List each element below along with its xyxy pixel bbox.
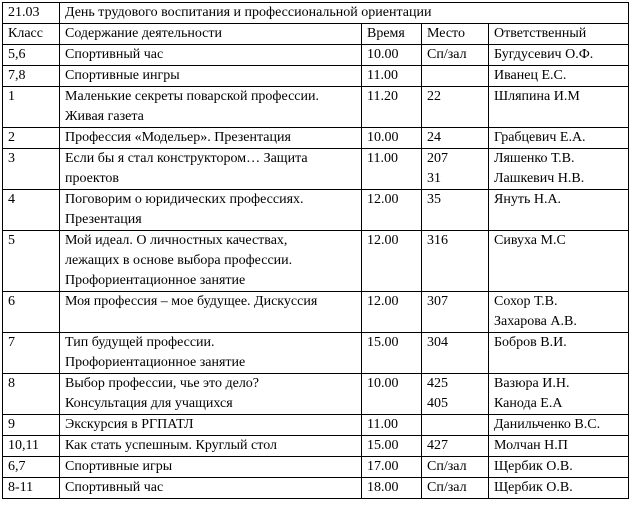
activity-cell [60, 128, 362, 149]
page-title: День трудового воспитания и профессиональной ориентации [60, 3, 629, 24]
class-cell: 7,8 [3, 66, 60, 87]
time-cell: 17.00 [362, 457, 422, 478]
responsible-cell-line: Грабцевич Е.А. [494, 130, 586, 145]
table-row [3, 292, 629, 333]
date-cell: 21.03 [3, 3, 60, 24]
activity-cell [60, 374, 362, 415]
activity-cell-line: Моя профессия – мое будущее. Дискуссия [65, 294, 318, 309]
column-header-class: Класс [3, 24, 60, 45]
table-row [3, 66, 629, 87]
place-cell-line: Сп/зал [427, 480, 467, 495]
place-cell [422, 128, 489, 149]
responsible-cell-line: Ляшенко Т.В. [494, 151, 575, 166]
place-cell-line: Сп/зал [427, 459, 467, 474]
responsible-cell [489, 292, 629, 333]
activity-cell-line: Профессия «Модельер». Презентация [65, 130, 291, 145]
time-cell: 10.00 [362, 128, 422, 149]
class-cell: 8 [3, 374, 60, 415]
class-cell: 7 [3, 333, 60, 374]
time-cell: 10.00 [362, 374, 422, 415]
activity-cell-line: Презентация [65, 212, 142, 227]
activity-cell-line: Мой идеал. О личностных качествах, [65, 233, 288, 248]
responsible-cell [489, 415, 629, 436]
class-cell: 5 [3, 231, 60, 292]
place-cell-line: 31 [427, 171, 441, 186]
responsible-cell [489, 231, 629, 292]
activity-cell-line: Спортивные ингры [65, 68, 180, 83]
responsible-cell [489, 374, 629, 415]
place-cell [422, 457, 489, 478]
responsible-cell-line: Иванец Е.С. [494, 68, 567, 83]
table-row [3, 128, 629, 149]
time-cell: 18.00 [362, 478, 422, 499]
activity-cell [60, 149, 362, 190]
responsible-cell [489, 66, 629, 87]
place-cell-line: 22 [427, 89, 441, 104]
responsible-cell-line: Вазюра И.Н. [494, 376, 570, 391]
activity-cell-line: Выбор профессии, чье это дело? [65, 376, 260, 391]
table-row [3, 231, 629, 292]
responsible-cell-line: Лашкевич Н.В. [494, 171, 585, 186]
activity-cell-line: Консультация для учащихся [65, 396, 233, 411]
activity-cell-line: Спортивный час [65, 480, 164, 495]
responsible-cell-line: Шляпина И.М [494, 89, 580, 104]
class-cell: 3 [3, 149, 60, 190]
class-cell: 8-11 [3, 478, 60, 499]
table-row [3, 333, 629, 374]
activity-cell [60, 333, 362, 374]
place-cell [422, 478, 489, 499]
responsible-cell-line: Бобров В.И. [494, 335, 567, 350]
title-row [3, 3, 629, 24]
table-row [3, 436, 629, 457]
table-row [3, 190, 629, 231]
responsible-cell-line: Захарова А.В. [494, 314, 577, 329]
time-cell: 11.00 [362, 66, 422, 87]
activity-cell-line: Профориентационное занятие [65, 273, 246, 288]
activity-cell-line: Профориентационное занятие [65, 355, 246, 370]
responsible-cell [489, 333, 629, 374]
activity-cell [60, 66, 362, 87]
responsible-cell [489, 87, 629, 128]
responsible-cell [489, 478, 629, 499]
responsible-cell [489, 436, 629, 457]
time-cell: 12.00 [362, 231, 422, 292]
activity-cell [60, 292, 362, 333]
column-header-responsible: Ответственный [489, 24, 629, 45]
activity-cell-line: Если бы я стал конструктором… Защита [65, 151, 308, 166]
activity-cell [60, 415, 362, 436]
responsible-cell [489, 149, 629, 190]
place-cell [422, 436, 489, 457]
time-cell: 15.00 [362, 333, 422, 374]
table-row [3, 415, 629, 436]
place-cell [422, 87, 489, 128]
place-cell [422, 374, 489, 415]
place-cell-line: 307 [427, 294, 448, 309]
place-cell [422, 231, 489, 292]
place-cell [422, 333, 489, 374]
place-cell [422, 45, 489, 66]
responsible-cell-line: Бугдусевич О.Ф. [494, 47, 594, 62]
responsible-cell-line: Щербик О.В. [494, 459, 573, 474]
schedule-table [2, 2, 629, 499]
time-cell: 10.00 [362, 45, 422, 66]
table-row [3, 149, 629, 190]
activity-cell-line: Поговорим о юридических профессиях. [65, 192, 304, 207]
time-cell: 11.20 [362, 87, 422, 128]
place-cell [422, 190, 489, 231]
responsible-cell-line: Канода Е.А [494, 396, 563, 411]
activity-cell-line: Маленькие секреты поварской профессии. [65, 89, 319, 104]
activity-cell [60, 436, 362, 457]
table-row [3, 478, 629, 499]
class-cell: 4 [3, 190, 60, 231]
place-cell [422, 415, 489, 436]
place-cell-line: 24 [427, 130, 441, 145]
table-row [3, 87, 629, 128]
place-cell-line: 316 [427, 233, 448, 248]
activity-cell-line: Спортивные игры [65, 459, 173, 474]
activity-cell [60, 478, 362, 499]
place-cell-line: 207 [427, 151, 448, 166]
place-cell [422, 292, 489, 333]
activity-cell-line: лежащих в основе выбора профессии. [65, 253, 293, 268]
table-row [3, 45, 629, 66]
place-cell [422, 149, 489, 190]
activity-cell-line: проектов [65, 171, 120, 186]
activity-cell-line: Живая газета [65, 109, 144, 124]
responsible-cell-line: Януть Н.А. [494, 192, 562, 207]
class-cell: 9 [3, 415, 60, 436]
place-cell [422, 66, 489, 87]
responsible-cell [489, 128, 629, 149]
place-cell-line: 304 [427, 335, 448, 350]
place-cell-line: 35 [427, 192, 441, 207]
time-cell: 11.00 [362, 415, 422, 436]
responsible-cell-line: Щербик О.В. [494, 480, 573, 495]
place-cell-line: Сп/зал [427, 47, 467, 62]
responsible-cell-line: Сивуха М.С [494, 233, 566, 248]
activity-cell [60, 45, 362, 66]
time-cell: 12.00 [362, 190, 422, 231]
responsible-cell [489, 190, 629, 231]
activity-cell [60, 87, 362, 128]
class-cell: 10,11 [3, 436, 60, 457]
class-cell: 1 [3, 87, 60, 128]
place-cell-line: 405 [427, 396, 448, 411]
activity-cell [60, 231, 362, 292]
responsible-cell-line: Молчан Н.П [494, 438, 568, 453]
class-cell: 2 [3, 128, 60, 149]
time-cell: 15.00 [362, 436, 422, 457]
time-cell: 11.00 [362, 149, 422, 190]
time-cell: 12.00 [362, 292, 422, 333]
class-cell: 5,6 [3, 45, 60, 66]
responsible-cell [489, 457, 629, 478]
place-cell-line: 427 [427, 438, 448, 453]
place-cell-line: 425 [427, 376, 448, 391]
column-header-activity: Содержание деятельности [60, 24, 362, 45]
activity-cell-line: Спортивный час [65, 47, 164, 62]
column-header-row [3, 24, 629, 45]
activity-cell [60, 457, 362, 478]
column-header-time: Время [362, 24, 422, 45]
activity-cell [60, 190, 362, 231]
table-row [3, 457, 629, 478]
responsible-cell [489, 45, 629, 66]
responsible-cell-line: Данильченко В.С. [494, 417, 601, 432]
activity-cell-line: Как стать успешным. Круглый стол [65, 438, 278, 453]
activity-cell-line: Тип будущей профессии. [65, 335, 215, 350]
table-row [3, 374, 629, 415]
class-cell: 6 [3, 292, 60, 333]
column-header-place: Место [422, 24, 489, 45]
class-cell: 6,7 [3, 457, 60, 478]
responsible-cell-line: Сохор Т.В. [494, 294, 558, 309]
activity-cell-line: Экскурсия в РГПАТЛ [65, 417, 194, 432]
